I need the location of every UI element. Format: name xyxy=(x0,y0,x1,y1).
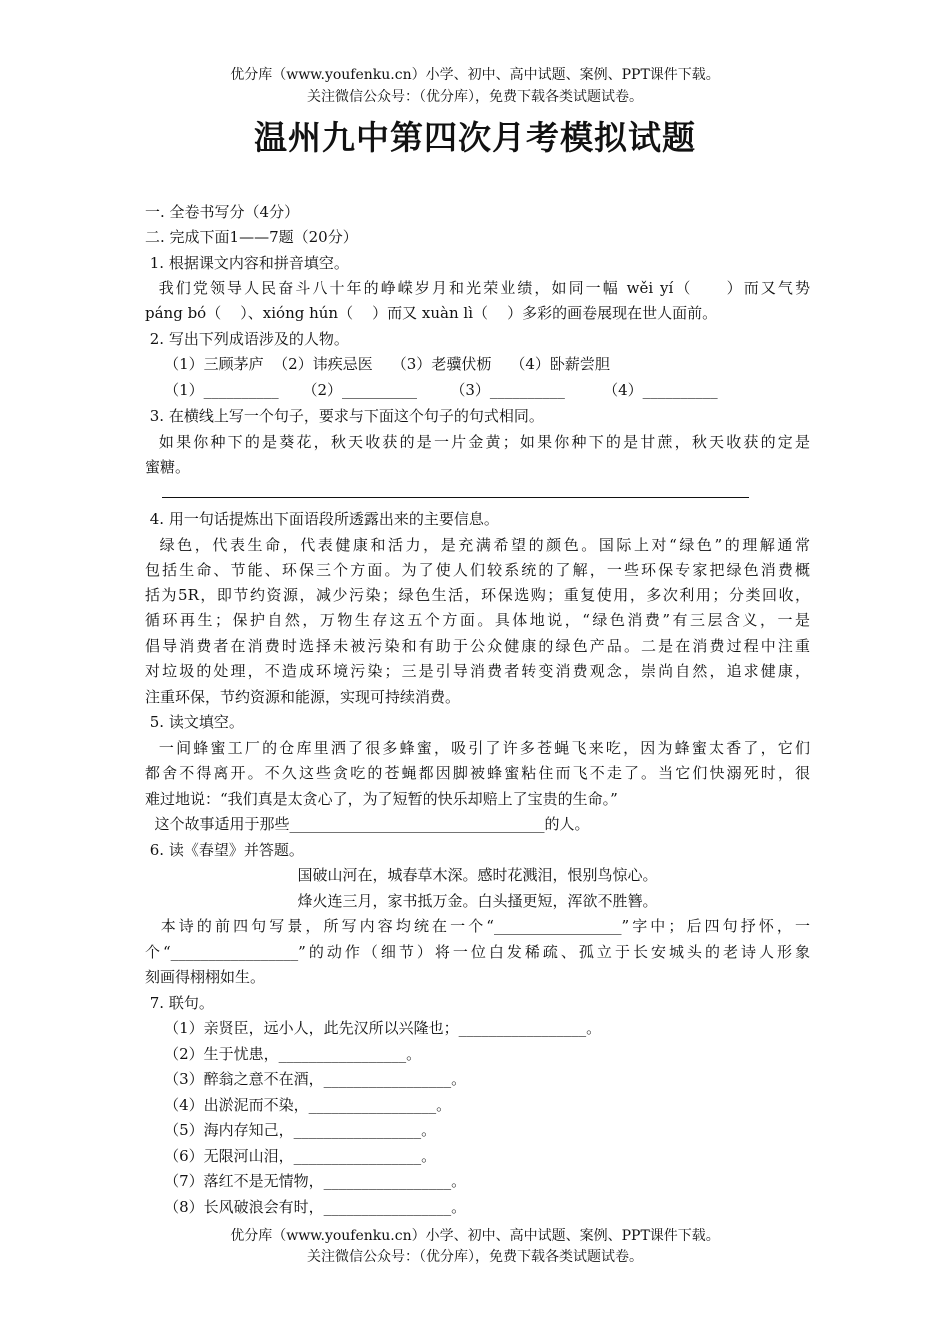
section-2-heading: 二. 完成下面1——7题（20分） xyxy=(145,228,358,246)
header-line-2: 关注微信公众号：（优分库），免费下载各类试题试卷。 xyxy=(307,89,643,105)
q7-item: （8）长风破浪会有时，_________________。 xyxy=(145,1198,467,1216)
q1-heading: 1. 根据课文内容和拼音填空。 xyxy=(145,254,349,272)
footer-line-1: 优分库（www.youfenku.cn）小学、初中、高中试题、案例、PPT课件下载。 xyxy=(230,1228,720,1244)
q3-answer-line xyxy=(162,497,749,498)
q2-idioms: （1）三顾茅庐 （2）讳疾忌医 （3）老骥伏枥 （4）卧薪尝胆 xyxy=(145,355,610,373)
q7-item: （7）落红不是无情物，_________________。 xyxy=(145,1172,467,1190)
q2-answer-blanks: （1）__________ （2）__________ （3）__________ （4）__________ xyxy=(145,381,718,399)
q6-heading: 6. 读《春望》并答题。 xyxy=(145,841,304,859)
q4-text-line: 绿色，代表生命，代表健康和活力，是充满希望的颜色。国际上对“绿色”的理解通常 xyxy=(145,536,810,554)
q1-text-line: 我们党领导人民奋斗八十年的峥嵘岁月和光荣业绩，如同一幅 wěi yí（ ）而又气势 xyxy=(145,279,810,297)
q6-text-line: 本诗的前四句写景，所写内容均统在一个“_________________”字中；后四句抒怀，一 xyxy=(145,917,810,935)
q7-item: （1）亲贤臣，远小人，此先汉所以兴隆也；_________________。 xyxy=(145,1019,602,1037)
q4-text-line: 循环再生；保护自然，万物生存这五个方面。具体地说，“绿色消费”有三层含义，一是 xyxy=(145,611,810,629)
q6-text-line: 刻画得栩栩如生。 xyxy=(145,968,266,986)
footer-line-2: 关注微信公众号：（优分库），免费下载各类试题试卷。 xyxy=(307,1249,643,1265)
q7-item: （5）海内存知己，_________________。 xyxy=(145,1121,437,1139)
q7-item: （2）生于忧患，_________________。 xyxy=(145,1045,422,1063)
q1-text-line: páng bó（ ）、xióng hún（ ）而又 xuàn lì（ ）多彩的画卷展现在世人面前。 xyxy=(145,304,718,322)
q5-text-line: 一间蜂蜜工厂的仓库里洒了很多蜂蜜，吸引了许多苍蝇飞来吃，因为蜂蜜太香了，它们 xyxy=(145,739,810,757)
q4-text-line: 包括生命、节能、环保三个方面。为了使人们较系统的了解，一些环保专家把绿色消费概 xyxy=(145,561,810,579)
q2-heading: 2. 写出下列成语涉及的人物。 xyxy=(145,330,349,348)
q6-poem-line: 国破山河在，城春草木深。感时花溅泪，恨别鸟惊心。 xyxy=(297,866,658,884)
q4-text-line: 注重环保，节约资源和能源，实现可持续消费。 xyxy=(145,688,461,706)
q5-text-line: 都舍不得离开。不久这些贪吃的苍蝇都因脚被蜂蜜粘住而飞不走了。当它们快溺死时，很 xyxy=(145,764,810,782)
q3-text-line: 如果你种下的是葵花，秋天收获的是一片金黄；如果你种下的是甘蔗，秋天收获的定是 xyxy=(145,433,810,451)
q4-text-line: 对垃圾的处理，不造成环境污染；三是引导消费者转变消费观念，崇尚自然，追求健康， xyxy=(145,662,810,680)
q3-heading: 3. 在横线上写一个句子，要求与下面这个句子的句式相同。 xyxy=(145,407,544,425)
header-line-1: 优分库（www.youfenku.cn）小学、初中、高中试题、案例、PPT课件下载。 xyxy=(230,67,720,83)
q7-heading: 7. 联句。 xyxy=(145,994,214,1012)
page-title: 温州九中第四次月考模拟试题 xyxy=(254,118,696,157)
section-1-heading: 一. 全卷书写分（4分） xyxy=(145,203,300,221)
q3-text-line: 蜜糖。 xyxy=(145,458,191,476)
q6-poem-line: 烽火连三月，家书抵万金。白头搔更短，浑欲不胜簪。 xyxy=(297,892,658,910)
q4-heading: 4. 用一句话提炼出下面语段所透露出来的主要信息。 xyxy=(145,510,499,528)
q5-heading: 5. 读文填空。 xyxy=(145,713,244,731)
q7-item: （4）出淤泥而不染，_________________。 xyxy=(145,1096,452,1114)
q5-answer-line: 这个故事适用于那些__________________________________的人。 xyxy=(145,815,590,833)
q4-text-line: 括为5R，即节约资源，减少污染；绿色生活，环保选购；重复使用，多次利用；分类回收， xyxy=(145,586,810,604)
q7-item: （3）醉翁之意不在酒，_________________。 xyxy=(145,1070,467,1088)
q6-text-line: 个“_________________”的动作（细节）将一位白发稀疏、孤立于长安城头的老诗人形象 xyxy=(145,943,810,961)
q5-text-line: 难过地说：“我们真是太贪心了，为了短暂的快乐却赔上了宝贵的生命。” xyxy=(145,790,618,808)
q7-item: （6）无限河山泪，_________________。 xyxy=(145,1147,437,1165)
q4-text-line: 倡导消费者在消费时选择未被污染和有助于公众健康的绿色产品。二是在消费过程中注重 xyxy=(145,637,810,655)
